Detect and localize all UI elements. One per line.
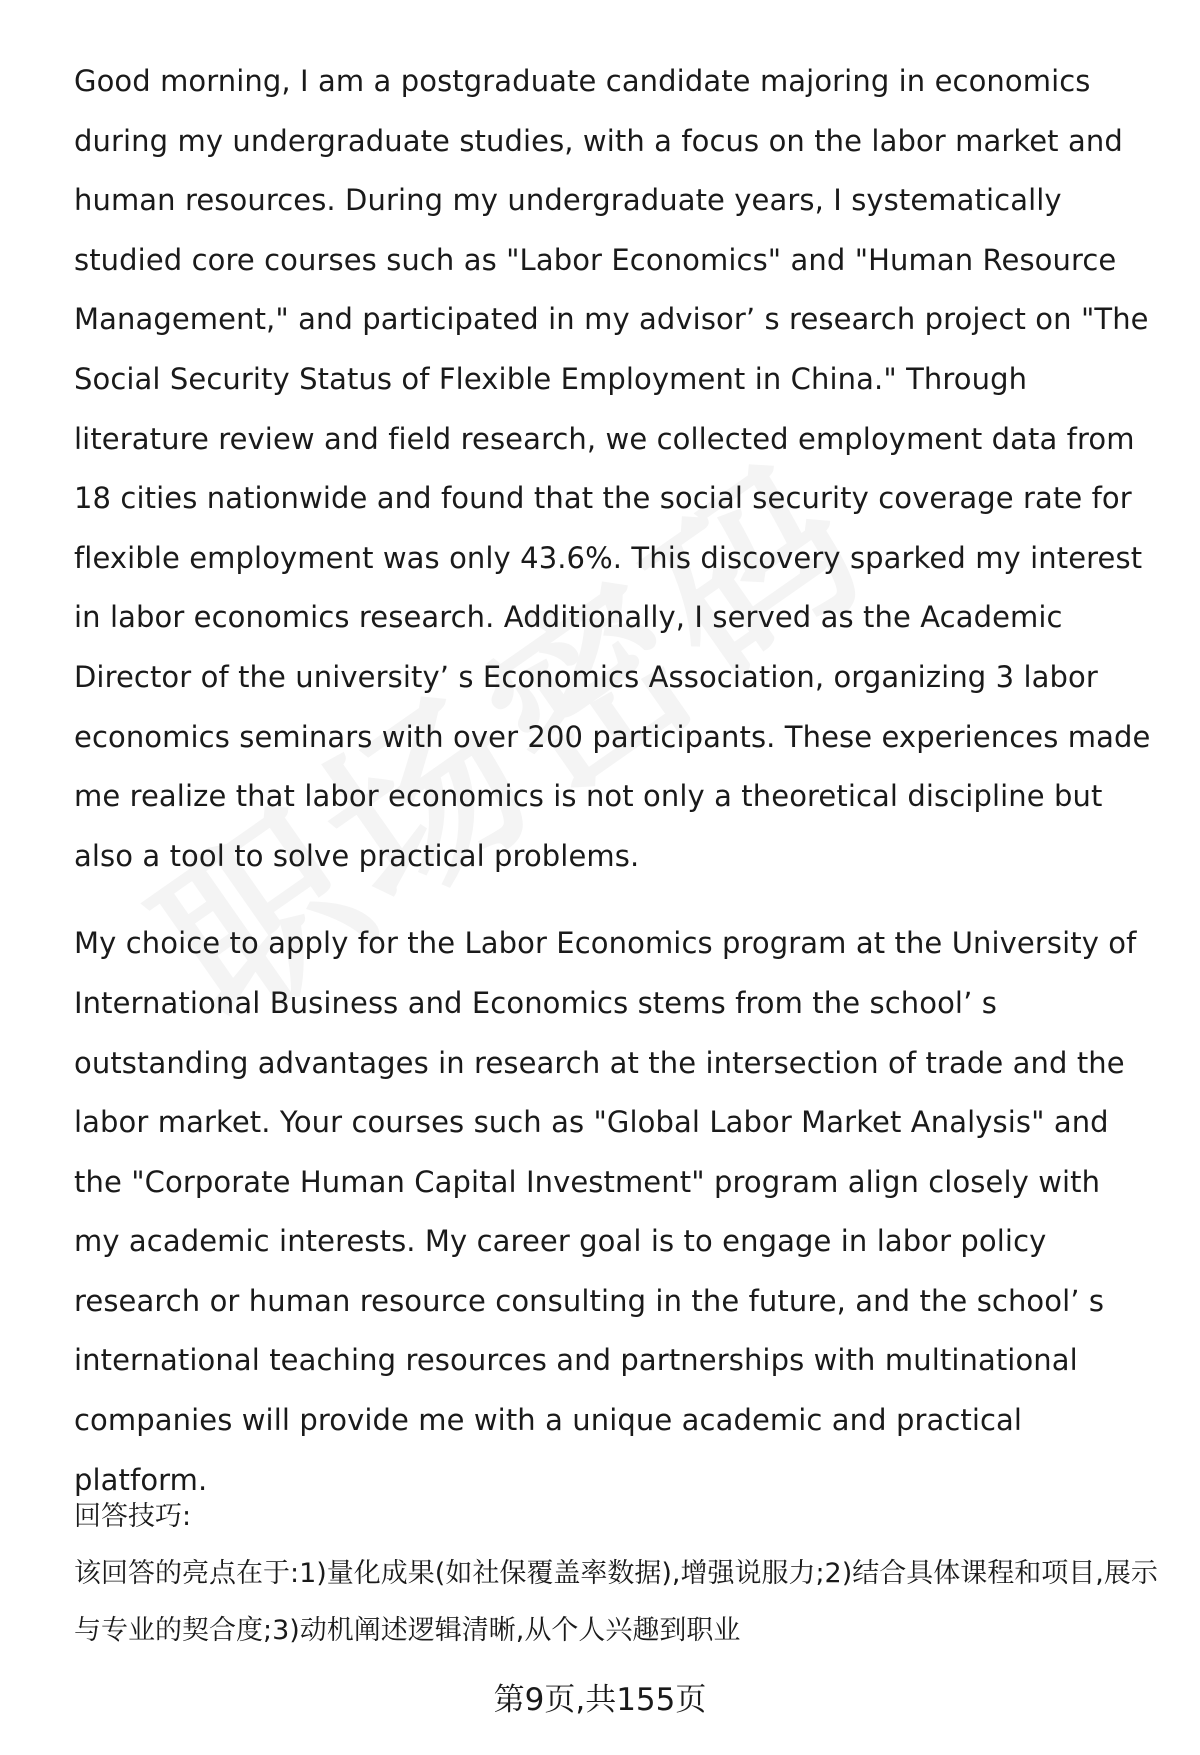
answer-tips (74, 1488, 1164, 1659)
tips-body: 该回答的亮点在于:1)量化成果(如社保覆盖率数据),增强说服力;2)结合具体课程和项目,展示与专业的契合度;3)动机阐述逻辑清晰,从个人兴趣到职业 (74, 1558, 1158, 1646)
paragraph-motivation: My choice to apply for the Labor Economics program at the University of International Business and Economics stems from the school’ s outstanding advantages in research at the intersection of trade and the labor market. Your courses such as "Global Labor Market Analysis" and the "Corporate Human Capital Investment" program align closely with my academic interests. My career goal is to engage in labor policy research or human resource consulting in the future, and the school’ s international teaching resources and partnerships with multinational companies will provide me with a unique academic and practical platform. (74, 926, 1137, 1497)
answer-body (74, 52, 1154, 1538)
paragraph-background: Good morning, I am a postgraduate candidate majoring in economics during my undergraduate studies, with a focus on the labor market and human resources. During my undergraduate years, I systematically studied core courses such as "Labor Economics" and "Human Resource Management," and participated in my advisor’ s research project on "The Social Security Status of Flexible Employment in China." Through literature review and field research, we collected employment data from 18 cities nationwide and found that the social security coverage rate for flexible employment was only 43.6%. This discovery sparked my interest in labor economics research. Additionally, I served as the Academic Director of the university’ s Economics Association, organizing 3 labor economics seminars with over 200 participants. These experiences made me realize that labor economics is not only a theoretical discipline but also a tool to solve practical problems. (74, 64, 1151, 873)
tips-heading: 回答技巧: (74, 1501, 192, 1532)
page-number: 第9页,共155页 (493, 1682, 707, 1718)
